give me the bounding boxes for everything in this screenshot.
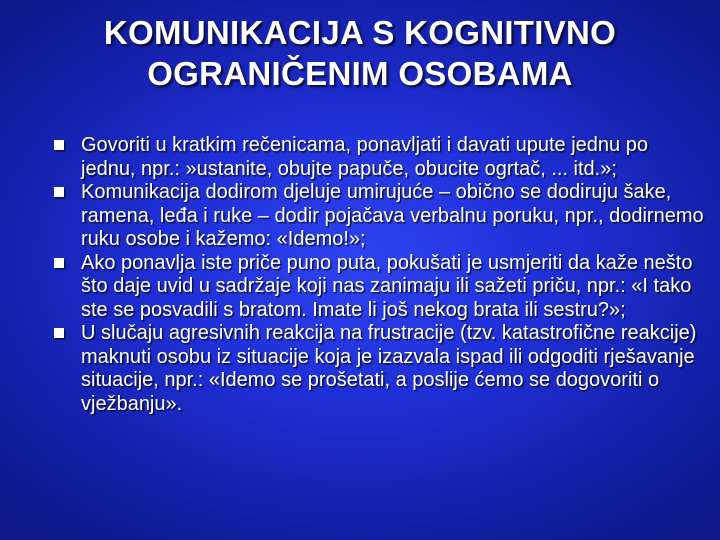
bullet-text: Govoriti u kratkim rečenicama, ponavljati i davati upute jednu po jednu, npr.: »ustanite, obujte papuče, obucite ogrtač, ... itd.»; [81,134,648,180]
bullet-item [52,252,707,323]
slide-title [40,12,680,94]
bullet-item [52,322,707,416]
bullet-item [52,134,707,181]
bullet-list [52,134,707,416]
square-bullet-icon [54,328,64,338]
bullet-text: Komunikacija dodirom djeluje umirujuće – obično se dodiruju šake, ramena, leđa i ruke – dodir pojačava verbalnu poruku, npr., dodirnemo ruku osobe i kažemo: «Idemo!»; [81,181,704,250]
square-bullet-icon [54,258,64,268]
bullet-item [52,181,707,252]
square-bullet-icon [54,140,64,150]
slide-title-line-2: OGRANIČENIM OSOBAMA [147,55,573,92]
bullet-text: Ako ponavlja iste priče puno puta, pokušati je usmjeriti da kaže nešto što daje uvid u sadržaje koji nas zanimaju ili sažeti priču, npr.: «I tako ste se posvadili s bratom. Imate li još nekog brata ili sestru?»; [81,251,693,321]
square-bullet-icon [54,187,64,197]
slide-title-line-1: KOMUNIKACIJA S KOGNITIVNO [103,14,617,51]
bullet-text: U slučaju agresivnih reakcija na frustracije (tzv. katastrofične reakcije) maknuti osobu iz situacije koja je izazvala ispad ili odgoditi rješavanje situacije, npr.: «Idemo se prošetati, a poslije ćemo se dogovoriti o vježbanju». [81,322,697,415]
